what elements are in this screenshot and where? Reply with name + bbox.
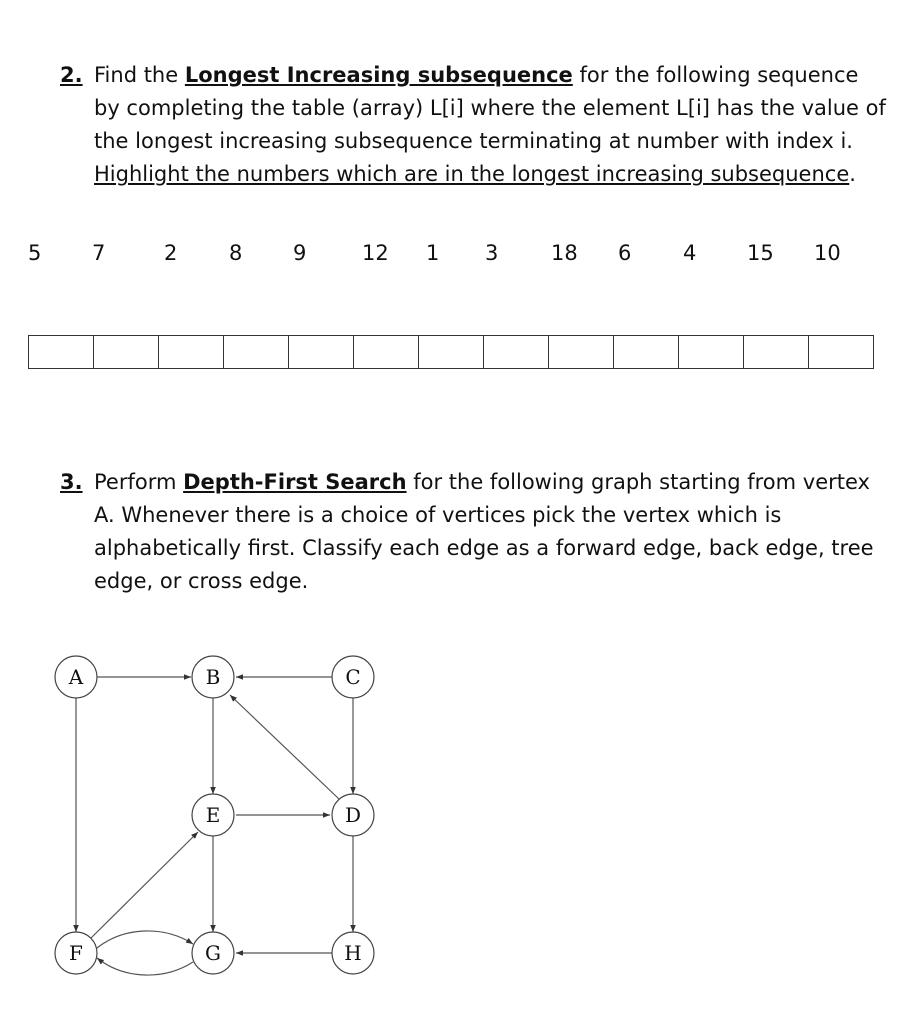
table-cell[interactable] bbox=[289, 336, 354, 369]
sequence-number: 9 bbox=[293, 241, 307, 265]
sequence-number: 4 bbox=[683, 241, 697, 265]
node-b-label: B bbox=[205, 665, 221, 689]
node-e bbox=[192, 794, 234, 836]
table-cell[interactable] bbox=[94, 336, 159, 369]
node-h bbox=[332, 932, 374, 974]
edge-d-b bbox=[230, 695, 339, 799]
question-2-intro: Find the bbox=[94, 63, 185, 87]
node-f bbox=[55, 932, 97, 974]
question-3-intro: Perform bbox=[94, 470, 184, 494]
question-2-text bbox=[94, 59, 890, 191]
sequence-row bbox=[0, 241, 919, 271]
node-e-label: E bbox=[205, 803, 221, 827]
node-a-label: A bbox=[68, 665, 84, 689]
sequence-number: 6 bbox=[618, 241, 632, 265]
sequence-number: 2 bbox=[164, 241, 178, 265]
sequence-number: 12 bbox=[362, 241, 389, 265]
table-cell[interactable] bbox=[549, 336, 614, 369]
edge-f-g bbox=[97, 931, 193, 948]
sequence-number: 10 bbox=[814, 241, 841, 265]
sequence-number: 15 bbox=[747, 241, 774, 265]
question-2-period: . bbox=[849, 162, 856, 186]
node-g-label: G bbox=[205, 941, 221, 965]
table-row bbox=[29, 336, 874, 369]
node-b bbox=[192, 656, 234, 698]
node-d-label: D bbox=[344, 803, 362, 827]
table-cell[interactable] bbox=[484, 336, 549, 369]
table-cell[interactable] bbox=[224, 336, 289, 369]
edge-g-f bbox=[97, 958, 193, 975]
table-cell[interactable] bbox=[419, 336, 484, 369]
table-cell[interactable] bbox=[29, 336, 94, 369]
node-a bbox=[55, 656, 97, 698]
question-2 bbox=[60, 59, 890, 191]
question-2-rest: for the following sequence by completing the table (array) L[i] where the element L[i] has the value of the longest increasing subsequence terminating at number with index i. bbox=[94, 63, 886, 153]
edge-f-e bbox=[91, 832, 198, 938]
node-f-label: F bbox=[69, 941, 83, 965]
table-cell[interactable] bbox=[809, 336, 874, 369]
question-2-highlight-instruction: Highlight the numbers which are in the longest increasing subsequence bbox=[94, 162, 850, 186]
sequence-number: 18 bbox=[551, 241, 578, 265]
lis-answer-table bbox=[28, 335, 874, 369]
question-3-text bbox=[94, 466, 890, 598]
question-3-number: 3. bbox=[60, 470, 83, 494]
question-3-rest: for the following graph starting from vertex A. Whenever there is a choice of vertices pick the vertex which is alphabetically first. Classify each edge as a forward edge, back edge, tree edge, or cross edge. bbox=[94, 470, 874, 593]
question-3-term: Depth-First Search bbox=[183, 470, 407, 494]
sequence-number: 3 bbox=[485, 241, 499, 265]
sequence-number: 5 bbox=[28, 241, 42, 265]
node-d bbox=[332, 794, 374, 836]
question-2-term: Longest Increasing subsequence bbox=[184, 63, 573, 87]
question-3 bbox=[60, 466, 890, 598]
sequence-number: 1 bbox=[426, 241, 440, 265]
node-c-label: C bbox=[345, 665, 361, 689]
node-h-label: H bbox=[344, 941, 362, 965]
table-cell[interactable] bbox=[679, 336, 744, 369]
sequence-number: 8 bbox=[229, 241, 243, 265]
question-2-number: 2. bbox=[60, 63, 83, 87]
node-c bbox=[332, 656, 374, 698]
table-cell[interactable] bbox=[159, 336, 224, 369]
table-cell[interactable] bbox=[614, 336, 679, 369]
dfs-graph-diagram bbox=[0, 630, 919, 1024]
node-g bbox=[192, 932, 234, 974]
table-cell[interactable] bbox=[354, 336, 419, 369]
sequence-number: 7 bbox=[92, 241, 106, 265]
table-cell[interactable] bbox=[744, 336, 809, 369]
